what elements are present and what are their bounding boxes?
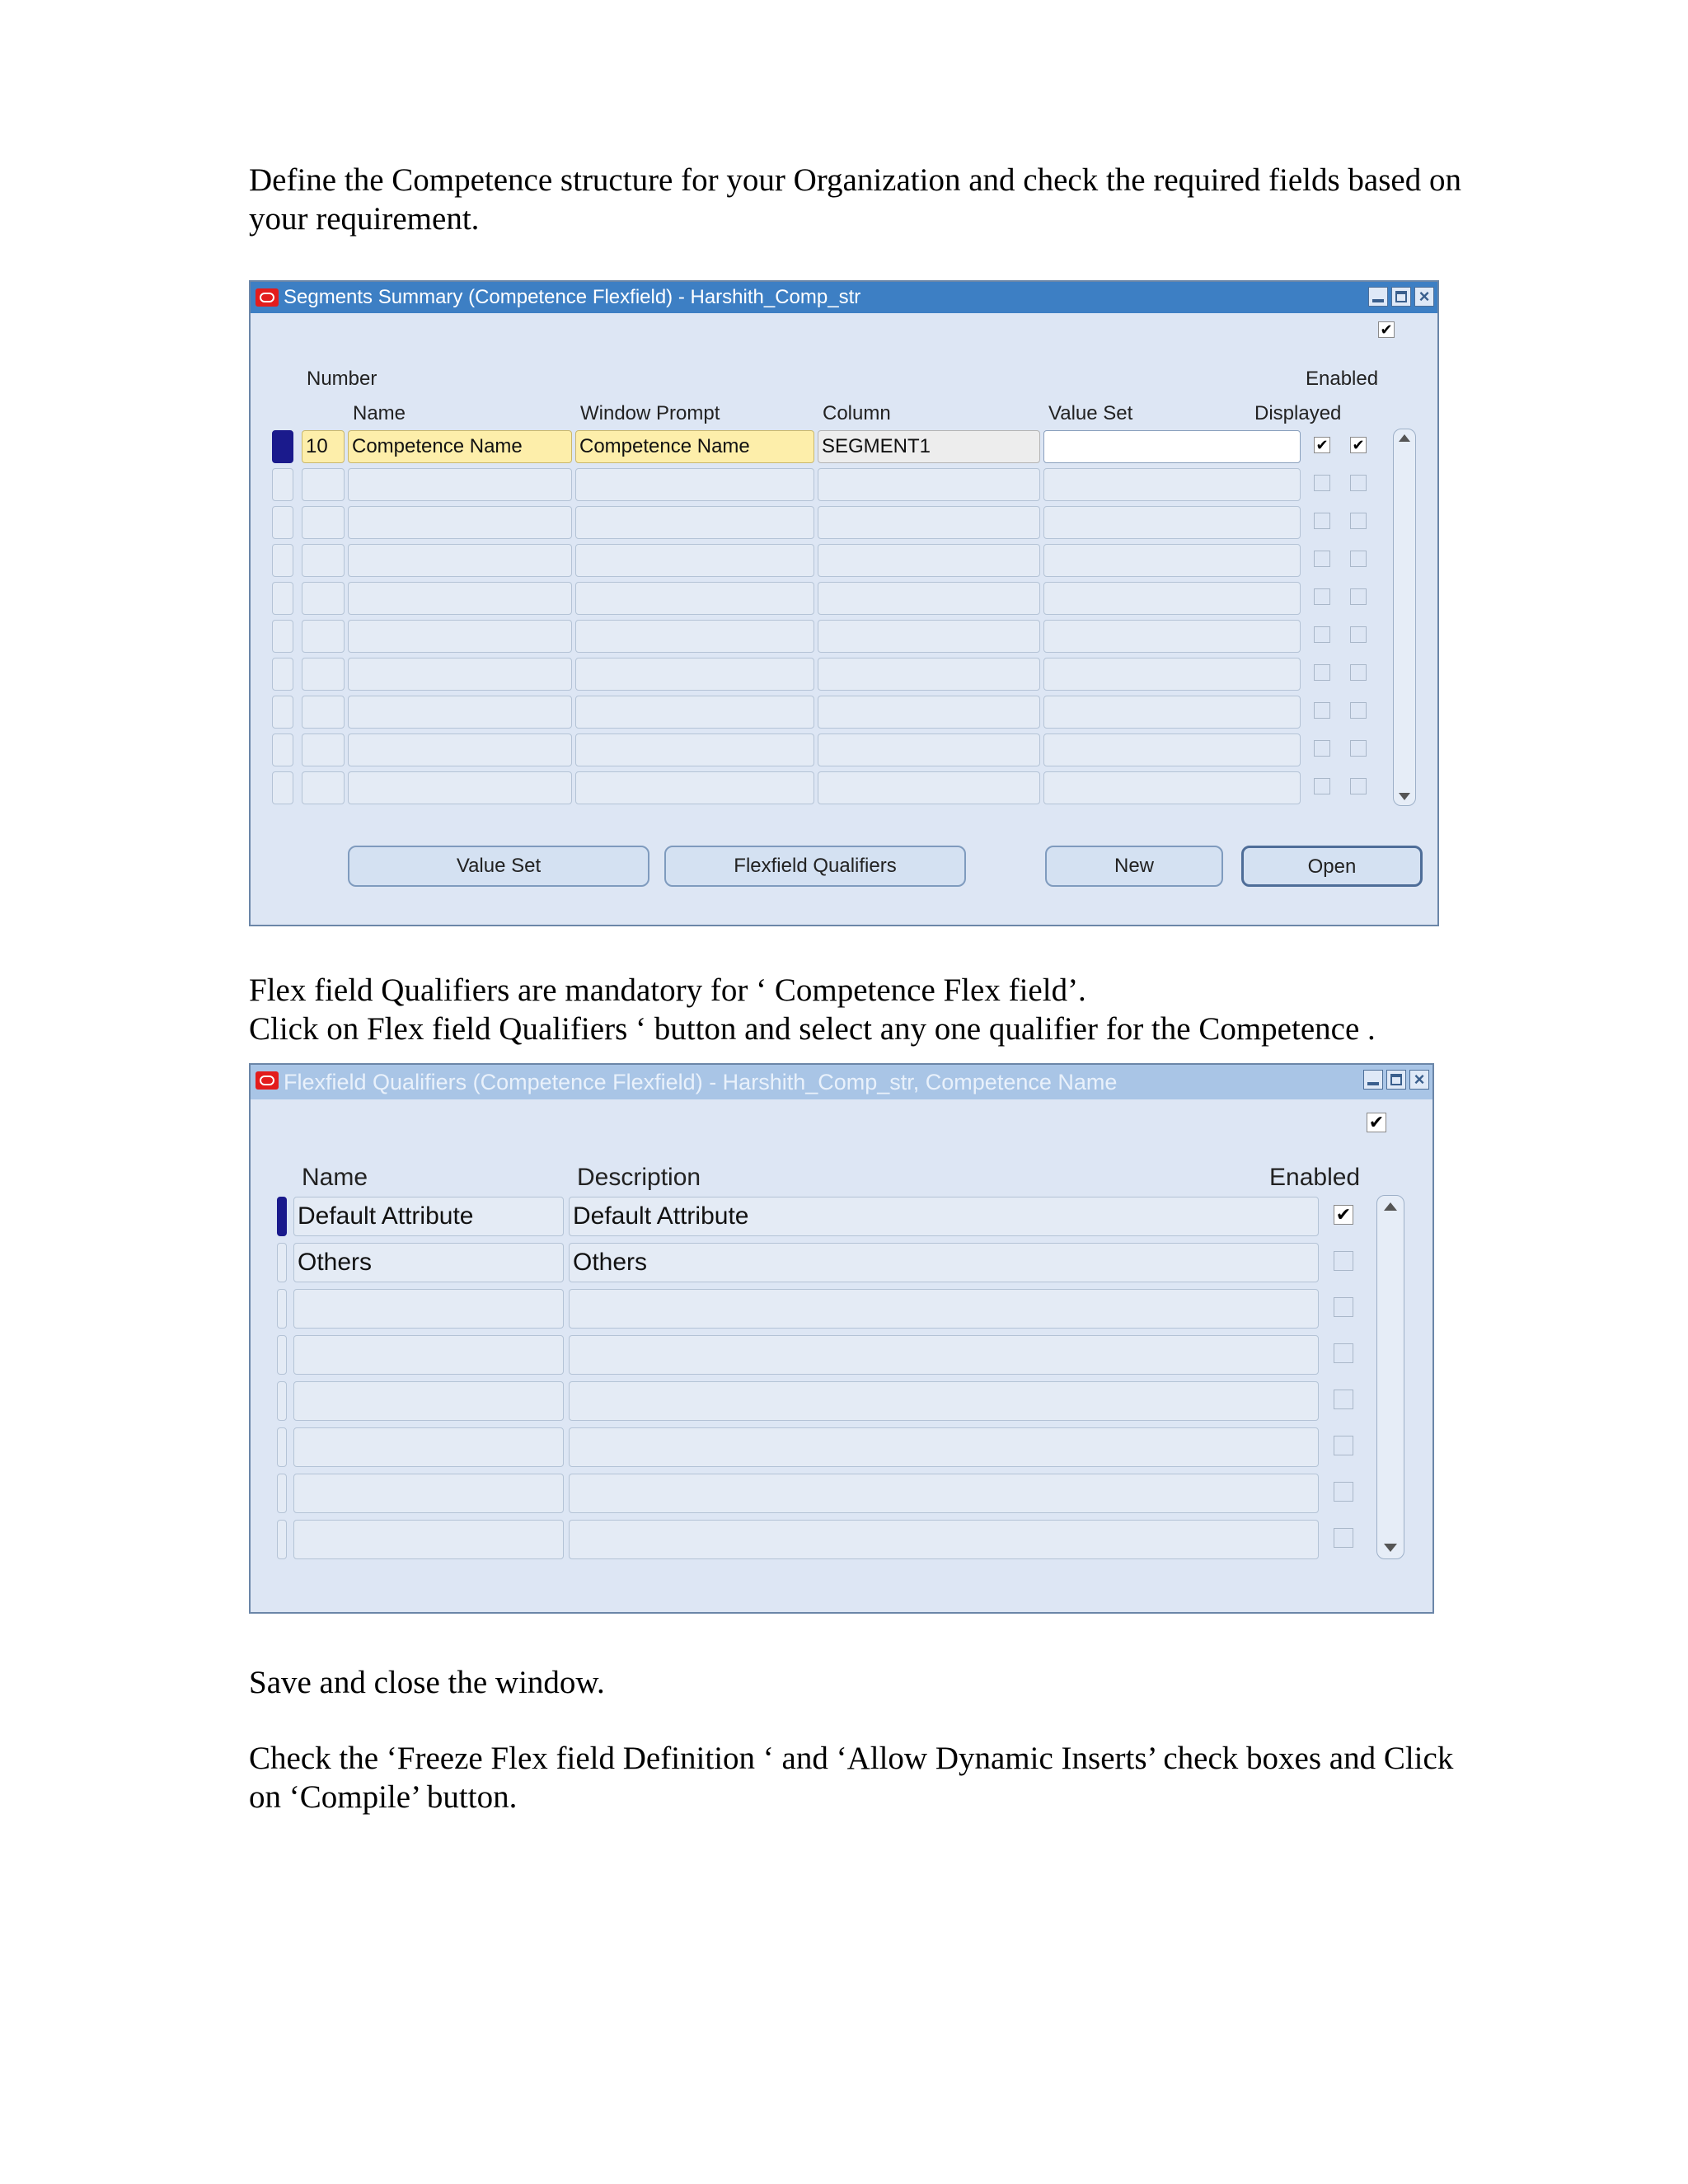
- displayed-checkbox[interactable]: [1314, 588, 1330, 605]
- oracle-logo-icon: [256, 1071, 279, 1090]
- qualifier-enabled-checkbox[interactable]: [1334, 1251, 1353, 1271]
- row-selector[interactable]: [272, 733, 293, 766]
- column-cell[interactable]: [818, 620, 1040, 653]
- qualifiers-titlebar: [251, 1065, 1432, 1099]
- header-window-prompt: Window Prompt: [580, 402, 720, 424]
- column-cell[interactable]: [818, 582, 1040, 615]
- header-number: Number: [307, 368, 377, 390]
- qualifier-description-cell[interactable]: [569, 1289, 1319, 1329]
- number-cell[interactable]: [302, 468, 345, 501]
- row-selector[interactable]: [272, 658, 293, 691]
- row-selector[interactable]: [272, 506, 293, 539]
- value-set-cell[interactable]: [1043, 658, 1301, 691]
- header-name: Name: [353, 402, 406, 424]
- maximize-icon[interactable]: [1391, 287, 1411, 307]
- flexfield-qualifiers-window: [249, 1063, 1434, 1614]
- name-cell[interactable]: [348, 506, 572, 539]
- displayed-checkbox[interactable]: [1314, 778, 1330, 794]
- qualifier-description-cell[interactable]: [569, 1520, 1319, 1559]
- row-selector[interactable]: [272, 771, 293, 804]
- number-cell[interactable]: [302, 620, 345, 653]
- qualifier-enabled-checkbox[interactable]: [1334, 1436, 1353, 1455]
- column-cell[interactable]: [818, 506, 1040, 539]
- name-cell[interactable]: [348, 696, 572, 729]
- value-set-cell[interactable]: [1043, 620, 1301, 653]
- displayed-checkbox[interactable]: [1314, 475, 1330, 491]
- qualifier-enabled-checkbox[interactable]: [1334, 1528, 1353, 1548]
- row-selector[interactable]: [277, 1381, 287, 1421]
- scroll-up-icon[interactable]: [1399, 434, 1410, 442]
- qualifier-description-cell[interactable]: Default Attribute: [569, 1197, 1319, 1236]
- qualifier-enabled-checkbox[interactable]: [1334, 1390, 1353, 1409]
- number-cell[interactable]: [302, 771, 345, 804]
- header-enabled: Enabled: [1306, 368, 1379, 390]
- new-button[interactable]: New: [1045, 846, 1223, 887]
- value-set-button[interactable]: Value Set: [348, 846, 649, 887]
- qualifier-enabled-checkbox[interactable]: [1334, 1482, 1353, 1502]
- enabled-checkbox[interactable]: [1350, 588, 1367, 605]
- displayed-checkbox[interactable]: [1314, 702, 1330, 719]
- segments-summary-window: [249, 280, 1439, 926]
- qualifier-name-cell[interactable]: [293, 1289, 564, 1329]
- value-set-cell[interactable]: [1043, 733, 1301, 766]
- maximize-icon[interactable]: [1386, 1070, 1406, 1090]
- vertical-scrollbar[interactable]: [1393, 429, 1416, 806]
- row-selector[interactable]: [277, 1474, 287, 1513]
- qualifier-enabled-checkbox[interactable]: ✔: [1334, 1205, 1353, 1225]
- scroll-up-icon[interactable]: [1384, 1202, 1397, 1211]
- number-cell[interactable]: [302, 544, 345, 577]
- value-set-cell[interactable]: [1043, 430, 1301, 463]
- minimize-icon[interactable]: [1363, 1070, 1383, 1090]
- row-selector[interactable]: [277, 1520, 287, 1559]
- window-prompt-cell[interactable]: [575, 733, 814, 766]
- displayed-checkbox[interactable]: [1314, 626, 1330, 643]
- open-button[interactable]: Open: [1241, 846, 1423, 887]
- qualifier-name-cell[interactable]: [293, 1474, 564, 1513]
- qualifier-enabled-checkbox[interactable]: [1334, 1297, 1353, 1317]
- qualifier-description-cell[interactable]: [569, 1474, 1319, 1513]
- qualifier-description-cell[interactable]: [569, 1427, 1319, 1467]
- window-prompt-cell[interactable]: [575, 468, 814, 501]
- row-selector[interactable]: [272, 430, 293, 463]
- name-cell[interactable]: Competence Name: [348, 430, 572, 463]
- displayed-checkbox[interactable]: [1314, 551, 1330, 567]
- middle-text-2: Click on Flex field Qualifiers ‘ button and select any one qualifier for the Competence .: [249, 1011, 1376, 1047]
- qualifier-name-cell[interactable]: [293, 1381, 564, 1421]
- window-prompt-cell[interactable]: [575, 696, 814, 729]
- row-selector[interactable]: [277, 1197, 287, 1236]
- header-column: Column: [823, 402, 891, 424]
- segments-summary-titlebar: [251, 282, 1437, 313]
- qualifier-name-cell[interactable]: [293, 1427, 564, 1467]
- header-name: Name: [302, 1164, 368, 1191]
- value-set-cell[interactable]: [1043, 696, 1301, 729]
- scroll-down-icon[interactable]: [1399, 793, 1410, 800]
- enabled-checkbox[interactable]: [1350, 513, 1367, 529]
- name-cell[interactable]: [348, 733, 572, 766]
- save-text: Save and close the window.: [249, 1665, 605, 1700]
- enabled-checkbox[interactable]: [1350, 475, 1367, 491]
- number-cell[interactable]: [302, 696, 345, 729]
- value-set-cell[interactable]: [1043, 544, 1301, 577]
- displayed-checkbox[interactable]: [1314, 740, 1330, 757]
- column-cell[interactable]: [818, 544, 1040, 577]
- column-cell[interactable]: [818, 733, 1040, 766]
- column-cell[interactable]: [818, 468, 1040, 501]
- value-set-cell[interactable]: [1043, 468, 1301, 501]
- header-displayed: Displayed: [1254, 402, 1342, 424]
- number-cell[interactable]: 10: [302, 430, 345, 463]
- window-prompt-cell[interactable]: [575, 544, 814, 577]
- header-value-set: Value Set: [1048, 402, 1133, 424]
- name-cell[interactable]: [348, 658, 572, 691]
- enabled-checkbox[interactable]: [1350, 664, 1367, 681]
- number-cell[interactable]: [302, 506, 345, 539]
- row-selector[interactable]: [277, 1335, 287, 1375]
- enabled-checkbox[interactable]: [1350, 551, 1367, 567]
- enabled-checkbox[interactable]: [1350, 778, 1367, 794]
- row-selector[interactable]: [272, 544, 293, 577]
- header-checkbox[interactable]: ✔: [1367, 1113, 1386, 1132]
- window-prompt-cell[interactable]: [575, 771, 814, 804]
- value-set-cell[interactable]: [1043, 771, 1301, 804]
- number-cell[interactable]: [302, 658, 345, 691]
- window-prompt-cell[interactable]: [575, 506, 814, 539]
- row-selector[interactable]: [277, 1243, 287, 1282]
- displayed-checkbox[interactable]: [1314, 513, 1330, 529]
- intro-text: Define the Competence structure for your Organization and check the required fields based on your requirement.: [249, 162, 1461, 237]
- window-prompt-cell[interactable]: [575, 582, 814, 615]
- enabled-checkbox[interactable]: [1350, 626, 1367, 643]
- qualifier-description-cell[interactable]: Others: [569, 1243, 1319, 1282]
- middle-text-1: Flex field Qualifiers are mandatory for ‘ Competence Flex field’.: [249, 972, 1086, 1008]
- name-cell[interactable]: [348, 582, 572, 615]
- close-icon[interactable]: ×: [1414, 287, 1434, 307]
- row-selector[interactable]: [277, 1427, 287, 1467]
- column-cell[interactable]: SEGMENT1: [818, 430, 1040, 463]
- number-cell[interactable]: [302, 582, 345, 615]
- enabled-checkbox[interactable]: [1350, 740, 1367, 757]
- qualifier-description-cell[interactable]: [569, 1381, 1319, 1421]
- column-cell[interactable]: [818, 658, 1040, 691]
- minimize-icon[interactable]: [1368, 287, 1388, 307]
- close-icon[interactable]: ×: [1409, 1070, 1429, 1090]
- qualifier-name-cell[interactable]: Default Attribute: [293, 1197, 564, 1236]
- window-title: Flexfield Qualifiers (Competence Flexfield) - Harshith_Comp_str, Competence Name: [284, 1070, 1118, 1094]
- name-cell[interactable]: [348, 468, 572, 501]
- row-selector[interactable]: [272, 620, 293, 653]
- enabled-checkbox[interactable]: [1350, 702, 1367, 719]
- window-prompt-cell[interactable]: Competence Name: [575, 430, 814, 463]
- flexfield-qualifiers-button[interactable]: Flexfield Qualifiers: [664, 846, 966, 887]
- number-cell[interactable]: [302, 733, 345, 766]
- header-checkbox[interactable]: ✔: [1378, 321, 1395, 338]
- oracle-logo-icon: [256, 288, 279, 307]
- final-text: Check the ‘Freeze Flex field Definition ‘ and ‘Allow Dynamic Inserts’ check boxes and Click on ‘Compile’ button.: [249, 1741, 1454, 1815]
- row-selector[interactable]: [272, 696, 293, 729]
- header-description: Description: [577, 1164, 701, 1191]
- column-cell[interactable]: [818, 771, 1040, 804]
- header-enabled: Enabled: [1269, 1164, 1361, 1191]
- row-selector[interactable]: [277, 1289, 287, 1329]
- row-selector[interactable]: [272, 468, 293, 501]
- qualifier-name-cell[interactable]: [293, 1520, 564, 1559]
- enabled-checkbox[interactable]: ✔: [1350, 437, 1367, 453]
- value-set-cell[interactable]: [1043, 506, 1301, 539]
- name-cell[interactable]: [348, 771, 572, 804]
- value-set-cell[interactable]: [1043, 582, 1301, 615]
- displayed-checkbox[interactable]: [1314, 664, 1330, 681]
- qualifier-name-cell[interactable]: Others: [293, 1243, 564, 1282]
- window-prompt-cell[interactable]: [575, 658, 814, 691]
- scroll-down-icon[interactable]: [1384, 1544, 1397, 1552]
- displayed-checkbox[interactable]: ✔: [1314, 437, 1330, 453]
- qualifier-enabled-checkbox[interactable]: [1334, 1343, 1353, 1363]
- qualifier-name-cell[interactable]: [293, 1335, 564, 1375]
- row-selector[interactable]: [272, 582, 293, 615]
- window-prompt-cell[interactable]: [575, 620, 814, 653]
- vertical-scrollbar[interactable]: [1376, 1195, 1404, 1559]
- column-cell[interactable]: [818, 696, 1040, 729]
- window-title: Segments Summary (Competence Flexfield) - Harshith_Comp_str: [284, 286, 861, 308]
- name-cell[interactable]: [348, 544, 572, 577]
- qualifier-description-cell[interactable]: [569, 1335, 1319, 1375]
- name-cell[interactable]: [348, 620, 572, 653]
